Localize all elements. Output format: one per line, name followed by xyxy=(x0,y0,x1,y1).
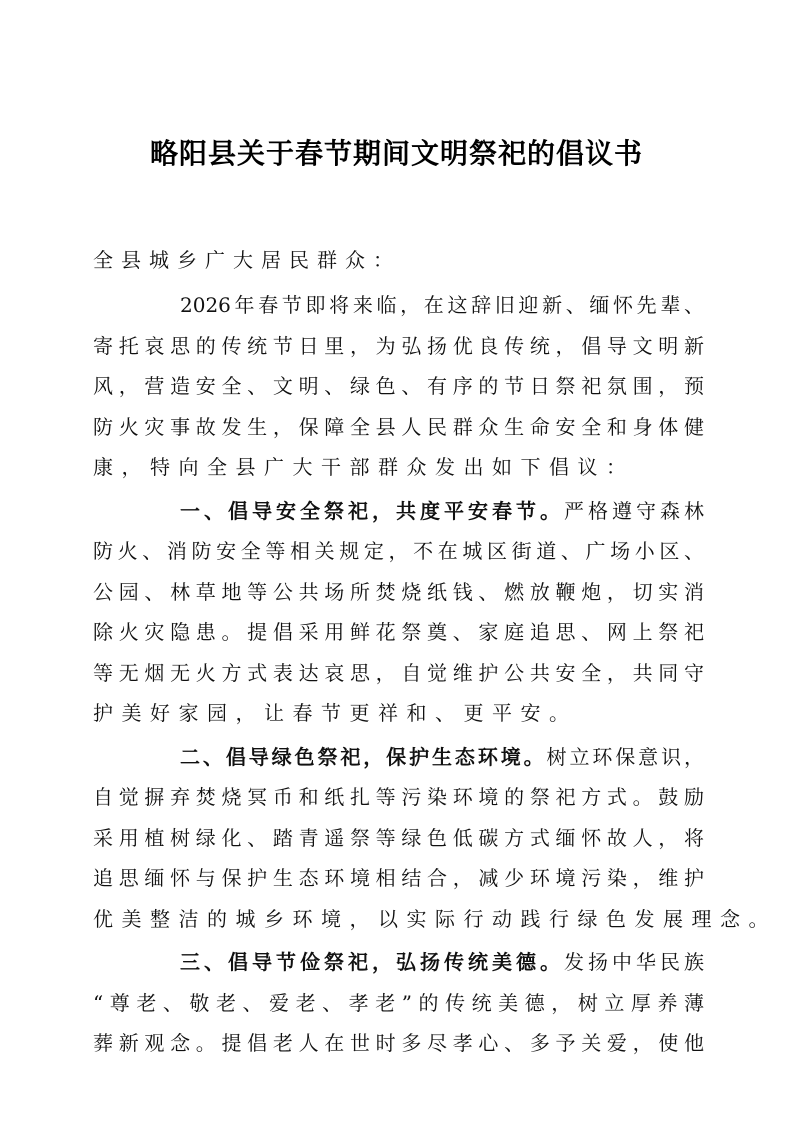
text-line xyxy=(93,612,704,653)
text-line xyxy=(93,366,704,407)
salutation: 全县城乡广大居民群众： xyxy=(93,248,401,272)
text-line xyxy=(93,491,704,532)
text-line xyxy=(93,899,777,940)
text-segment: 康，特向全县广大干部群众发出如下倡议： xyxy=(93,455,635,479)
text-segment: 等无烟无火方式表达哀思，自觉维护公共安全，共同守 xyxy=(93,660,704,685)
text-line xyxy=(93,285,704,326)
text-line xyxy=(93,326,704,367)
text-line xyxy=(93,693,704,734)
text-line xyxy=(93,983,704,1024)
text-segment: 追思缅怀与保护生态环境相结合，减少环境污染，维护 xyxy=(93,866,704,890)
text-segment: “尊老、敬老、爱老、孝老”的传统美德，树立厚养薄 xyxy=(93,990,704,1015)
text-segment: 风，营造安全、文明、绿色、有序的节日祭祀氛围，预 xyxy=(93,374,704,398)
paragraph xyxy=(93,737,777,940)
text-line xyxy=(93,531,704,572)
text-segment: 防火、消防安全等相关规定，不在城区街道、广场小区、 xyxy=(93,539,704,563)
text-segment: 2026年春节即将来临，在这辞旧迎新、缅怀先辈、 xyxy=(180,293,704,317)
text-segment: 寄托哀思的传统节日里，为弘扬优良传统，倡导文明新 xyxy=(93,333,704,358)
text-line xyxy=(93,818,704,859)
text-segment: 采用植树绿化、踏青遥祭等绿色低碳方式缅怀故人，将 xyxy=(93,825,704,850)
document-title: 略阳县关于春节期间文明祭祀的倡议书 xyxy=(149,137,643,170)
text-line xyxy=(93,858,704,899)
section-heading: 一、倡导安全祭祀，共度平安春节。 xyxy=(180,498,564,523)
text-segment: 发扬中华民族 xyxy=(564,950,704,974)
text-segment: 公园、林草地等公共场所焚烧纸钱、燃放鞭炮，切实消 xyxy=(93,579,704,604)
text-line xyxy=(93,447,704,488)
text-line xyxy=(93,942,704,983)
text-segment: 护美好家园，让春节更祥和、更平安。 xyxy=(93,701,578,725)
paragraph xyxy=(93,491,704,734)
document-body xyxy=(93,285,777,1067)
section-heading: 三、倡导节俭祭祀，弘扬传统美德。 xyxy=(180,950,564,974)
section-heading: 二、倡导绿色祭祀，保护生态环境。 xyxy=(180,744,547,769)
paragraph xyxy=(93,942,704,1064)
text-line xyxy=(93,572,704,613)
text-segment: 严格遵守森林 xyxy=(564,498,704,523)
text-segment: 自觉摒弃焚烧冥币和纸扎等污染环境的祭祀方式。鼓励 xyxy=(93,785,704,809)
text-segment: 防火灾事故发生，保障全县人民群众生命安全和身体健 xyxy=(93,414,704,439)
paragraph xyxy=(93,285,704,488)
text-line xyxy=(93,1023,704,1064)
text-segment: 优美整洁的城乡环境，以实际行动践行绿色发展理念。 xyxy=(93,906,777,931)
text-segment: 葬新观念。提倡老人在世时多尽孝心、多予关爱，使他 xyxy=(93,1031,704,1055)
text-line xyxy=(93,407,704,448)
text-segment: 除火灾隐患。提倡采用鲜花祭奠、家庭追思、网上祭祀 xyxy=(93,620,704,644)
text-line xyxy=(93,737,704,778)
text-line xyxy=(93,777,704,818)
text-segment: 树立环保意识， xyxy=(546,744,705,769)
text-line xyxy=(93,653,704,694)
